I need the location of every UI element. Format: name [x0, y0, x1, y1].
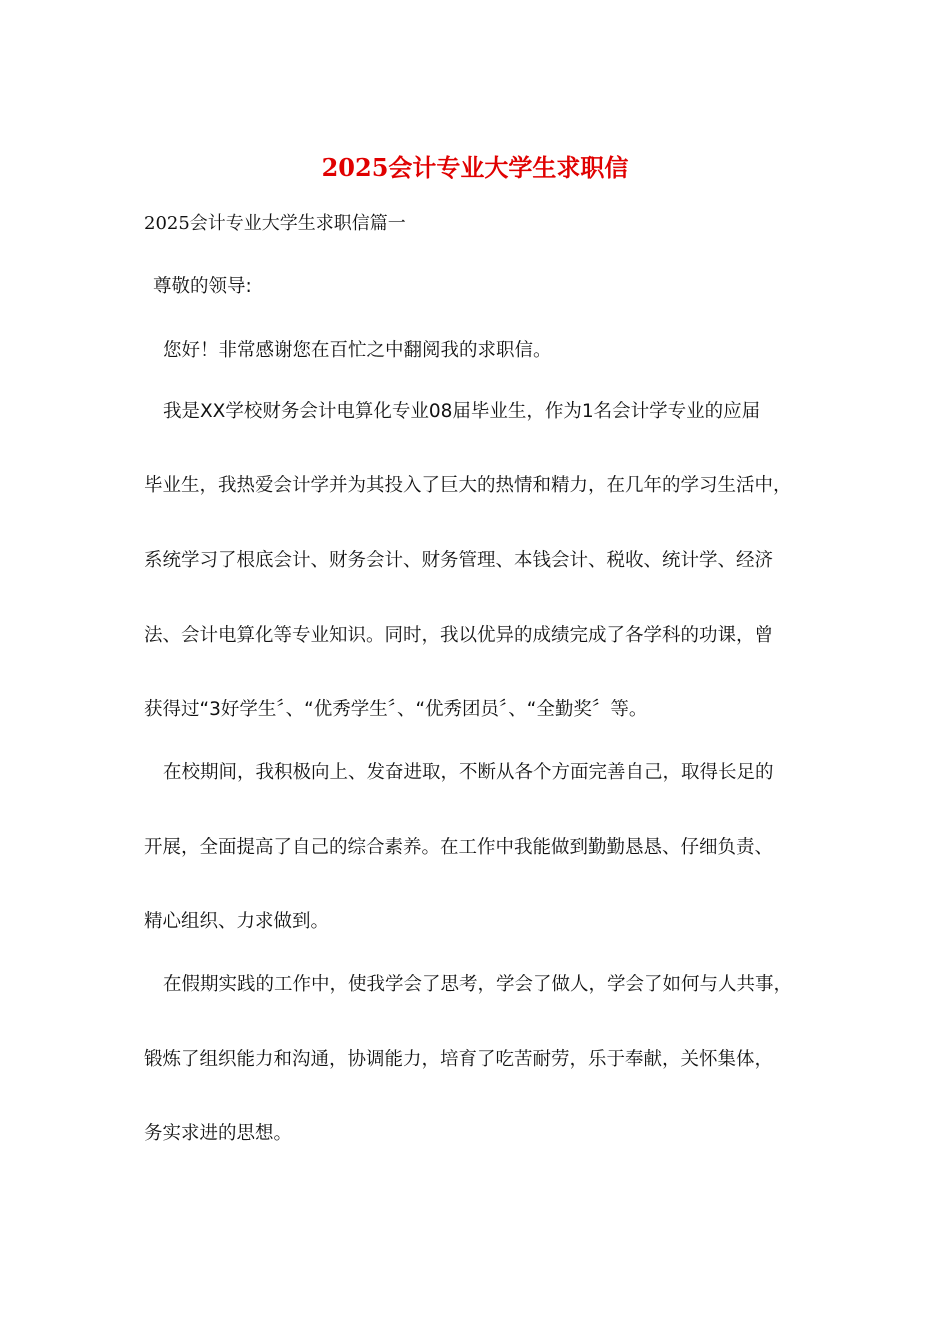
paragraph-greeting: 您好！非常感谢您在百忙之中翻阅我的求职信。 — [163, 340, 552, 361]
salutation: 尊敬的领导: — [153, 276, 252, 297]
paragraph-line: 毕业生，我热爱会计学并为其投入了巨大的热情和精力，在几年的学习生活中， — [144, 475, 792, 496]
paragraph-line: 开展，全面提高了自己的综合素养。在工作中我能做到勤勤恳恳、仔细负责、 — [144, 837, 774, 858]
paragraph-line: 在假期实践的工作中，使我学会了思考，学会了做人，学会了如何与人共事， — [163, 974, 793, 995]
paragraph-line: 获得过“3好学生〞、“优秀学生〞、“优秀团员〞、“全勤奖〞等。 — [144, 699, 648, 720]
paragraph-line: 在校期间，我积极向上、发奋进取，不断从各个方面完善自己，取得长足的 — [163, 762, 774, 783]
paragraph-line: 系统学习了根底会计、财务会计、财务管理、本钱会计、税收、统计学、经济 — [144, 550, 774, 571]
paragraph-line: 锻炼了组织能力和沟通，协调能力，培育了吃苦耐劳，乐于奉献，关怀集体， — [144, 1049, 774, 1070]
paragraph-line: 精心组织、力求做到。 — [144, 911, 330, 932]
paragraph-line: 我是XX学校财务会计电算化专业08届毕业生，作为1名会计学专业的应届 — [163, 401, 761, 422]
paragraph-line: 法、会计电算化等专业知识。同时，我以优异的成绩完成了各学科的功课，曾 — [144, 625, 774, 646]
document-title: 2025会计专业大学生求职信 — [321, 153, 629, 182]
paragraph-line: 务实求进的思想。 — [144, 1123, 293, 1144]
document-subtitle: 2025会计专业大学生求职信篇一 — [144, 213, 406, 234]
